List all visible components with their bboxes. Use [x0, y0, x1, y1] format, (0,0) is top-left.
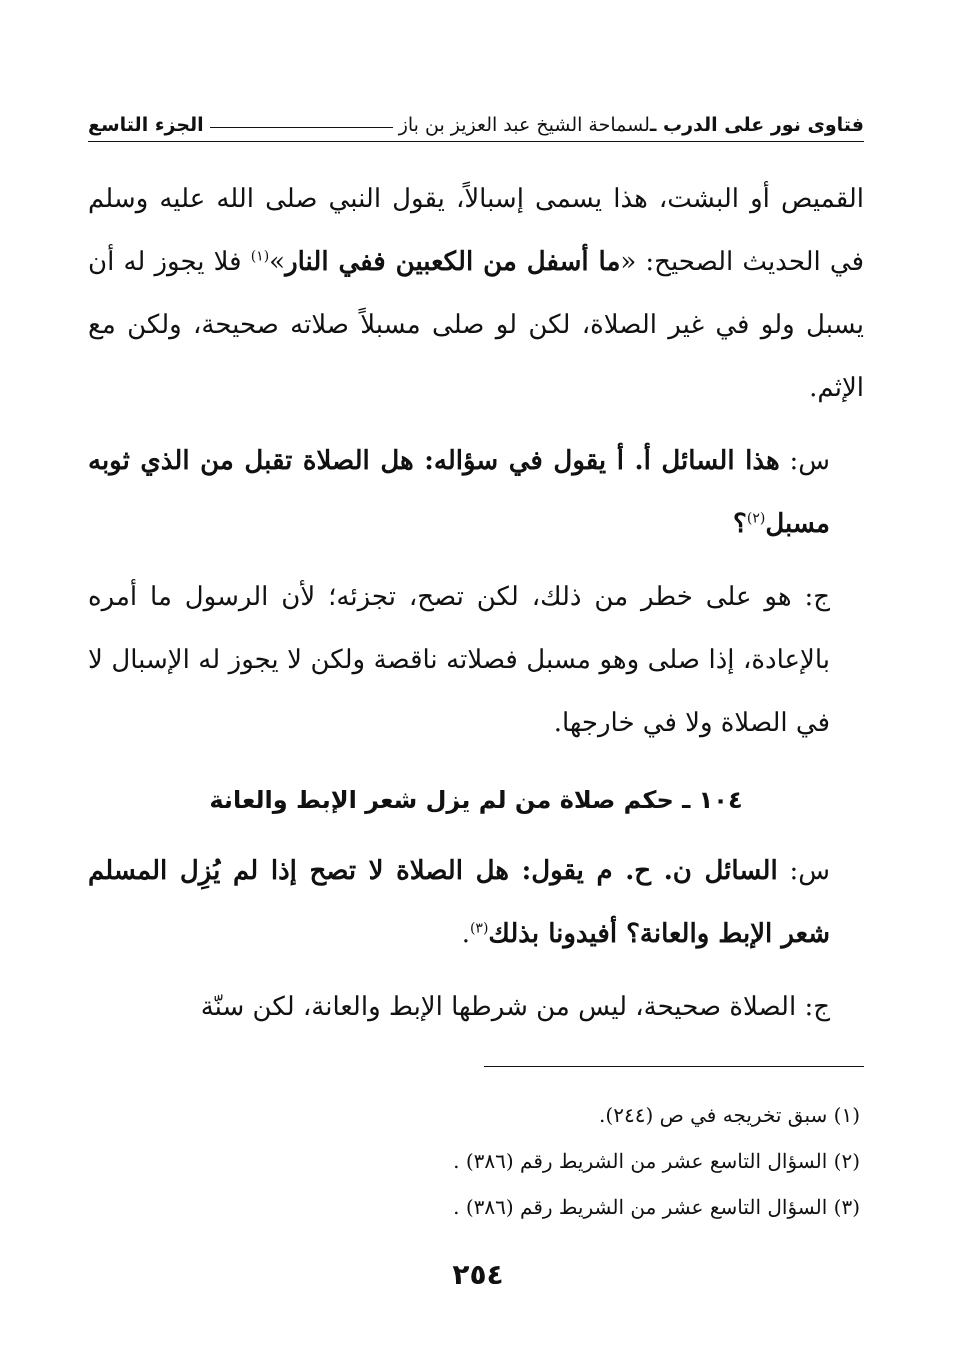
answer-1: ج: هو على خطر من ذلك، لكن تصح، تجزئه؛ لأن الرسول ما أمره بالإعادة، إذا صلى وهو مسبل فصلاته ناقصة ولكن لا يجوز له الإسبال لا في الصلاة ولا في خارجها.	[88, 582, 830, 738]
p1-text-start: القميص أو البشت، هذا يسمى إسبالاً، يقول النبي صلى الله عليه وسلم في الحديث الصحيح: «	[88, 184, 864, 277]
q1-end: ؟	[733, 509, 747, 539]
volume-label: الجزء التاسع	[88, 114, 204, 136]
footnote-1: (١) سبق تخريجه في ص (٢٤٤).	[599, 1103, 860, 1127]
paragraph-1	[88, 168, 864, 420]
book-title: فتاوى نور على الدرب ـ	[649, 114, 864, 136]
page-body	[88, 168, 864, 1039]
hadith-quote: ما أسفل من الكعبين ففي النار	[285, 247, 621, 277]
answer-2: ج: الصلاة صحيحة، ليس من شرطها الإبط والعانة، لكن سنّة	[200, 992, 830, 1022]
p1-quote-close: »	[269, 247, 286, 277]
footnote-2: (٢) السؤال التاسع عشر من الشريط رقم (٣٨٦) .	[453, 1149, 860, 1173]
author-name: لسماحة الشيخ عبد العزيز بن باز	[398, 114, 650, 136]
running-header	[88, 100, 864, 136]
p1-text-end: فلا يجوز له أن يسبل ولو في غير الصلاة، لكن لو صلى مسبلاً صلاته صحيحة، ولكن مع الإثم.	[88, 247, 864, 403]
q2-end: .	[461, 919, 470, 949]
footnotes	[88, 1092, 860, 1230]
footnote-ref-2: (٢)	[746, 510, 766, 527]
footnote-ref-3: (٣)	[469, 920, 489, 937]
q2-text: السائل ن. ح. م يقول: هل الصلاة لا تصح إذا لم يُزِل المسلم شعر الإبط والعانة؟ أفيدونا بذلك	[88, 856, 830, 949]
q1-prefix: س:	[779, 446, 831, 476]
header-divider	[88, 141, 864, 142]
question-2	[88, 840, 864, 966]
footnote-divider	[484, 1066, 864, 1067]
q2-prefix: س:	[777, 856, 831, 886]
header-dash-rule	[210, 127, 393, 128]
section-heading: ١٠٤ ـ حكم صلاة من لم يزل شعر الإبط والعانة	[209, 786, 743, 814]
footnote-ref-1: (١)	[250, 248, 270, 265]
page-number: ٢٥٤	[452, 1258, 504, 1291]
footnote-3: (٣) السؤال التاسع عشر من الشريط رقم (٣٨٦) .	[453, 1195, 860, 1219]
question-1	[88, 430, 864, 556]
q1-text: هذا السائل أ. أ يقول في سؤاله: هل الصلاة تقبل من الذي ثوبه مسبل	[88, 446, 830, 539]
